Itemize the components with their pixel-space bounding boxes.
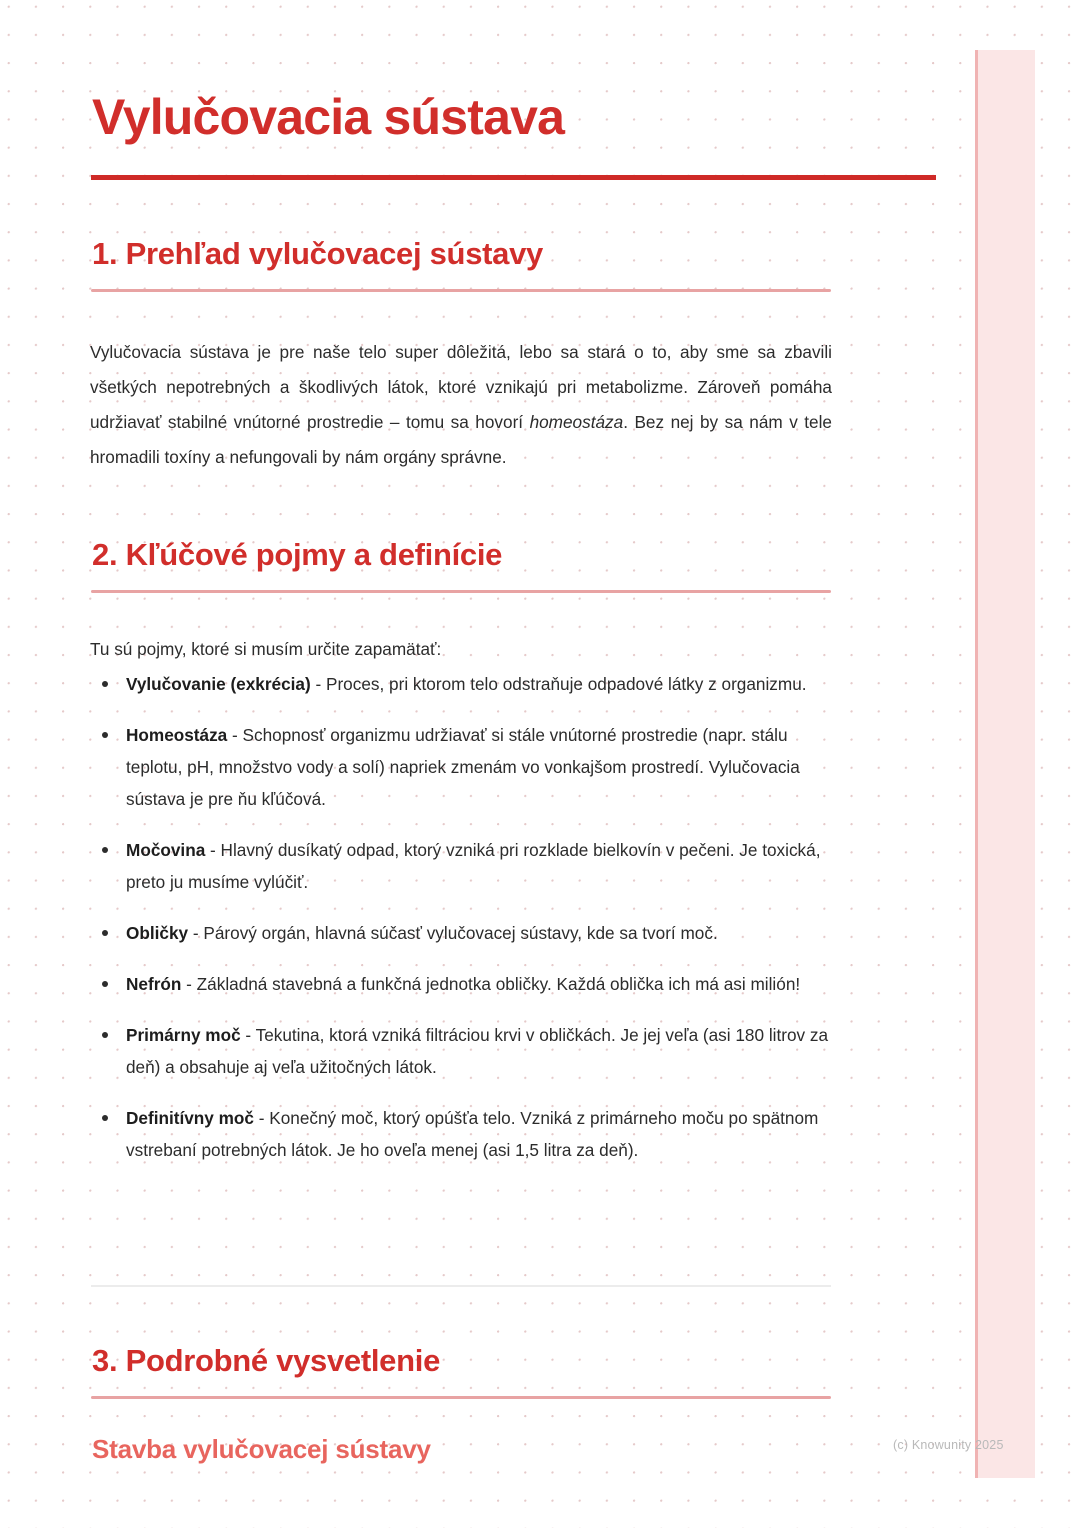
section-heading-3: 3. Podrobné vysvetlenie xyxy=(92,1343,441,1378)
term-label: Vylučovanie (exkrécia) xyxy=(126,674,311,694)
section-2-lead-text: Tu sú pojmy, ktoré si musím určite zapamätať: xyxy=(90,639,442,660)
section-heading-1: 1. Prehľad vylučovacej sústavy xyxy=(92,236,543,271)
section-1-paragraph xyxy=(90,335,832,475)
term-label: Močovina xyxy=(126,840,206,860)
list-item xyxy=(90,917,835,949)
list-item xyxy=(90,719,835,815)
title-divider xyxy=(91,175,936,180)
term-label: Obličky xyxy=(126,923,189,943)
term-definition: - Hlavný dusíkatý odpad, ktorý vzniká pri rozklade bielkovín v pečeni. Je toxická, preto ju musíme vylúčiť. xyxy=(126,840,821,892)
term-label: Homeostáza xyxy=(126,725,228,745)
list-item xyxy=(90,1019,835,1083)
paragraph-text-part-1: Vylučovacia sústava je pre naše telo super dôležitá, lebo sa stará o to, aby sme sa zbavili všetkých nepotrebných a škodlivých látok, ktoré vznikajú pri metabolizme. Zároveň pomáha udržiavať stabilné vnútorné prostredie – tomu sa hovorí xyxy=(90,342,832,433)
section-divider-1 xyxy=(91,289,831,292)
term-definition: - Konečný moč, ktorý opúšťa telo. Vzniká z primárneho moču po spätnom vstrebaní potrebných látok. Je ho oveľa menej (asi 1,5 litra za deň). xyxy=(126,1108,819,1160)
paragraph-emphasis-homeostaza: homeostáza xyxy=(529,412,624,433)
section-heading-2: 2. Kľúčové pojmy a definície xyxy=(92,537,503,572)
term-definition: - Tekutina, ktorá vzniká filtráciou krvi v obličkách. Je jej veľa (asi 180 litrov za deň) a obsahuje aj veľa užitočných látok. xyxy=(126,1025,829,1077)
list-item xyxy=(90,968,835,1000)
term-label: Primárny moč xyxy=(126,1025,241,1045)
bullet-icon xyxy=(102,1115,108,1121)
term-definition: - Proces, pri ktorom telo odstraňuje odpadové látky z organizmu. xyxy=(310,674,807,694)
watermark-text: (c) Knowunity 2025 xyxy=(893,1438,1004,1452)
paragraph-text-part-2: . Bez nej by sa nám v tele hromadili toxíny a nefungovali by nám orgány správne. xyxy=(90,412,832,468)
section-divider-2 xyxy=(91,590,831,593)
subsection-heading-stavba: Stavba vylučovacej sústavy xyxy=(92,1434,431,1464)
bullet-icon xyxy=(102,732,108,738)
section-divider-3 xyxy=(91,1396,831,1399)
bullet-icon xyxy=(102,681,108,687)
page-edge-stripe xyxy=(975,50,1035,1478)
term-label: Definitívny moč xyxy=(126,1108,254,1128)
list-item xyxy=(90,668,835,700)
term-definition: - Schopnosť organizmu udržiavať si stále vnútorné prostredie (napr. stálu teplotu, pH, množstvo vody a solí) napriek zmenám vo vonkajšom prostredí. Vylučovacia sústava je pre ňu kľúčová. xyxy=(126,725,800,809)
bullet-icon xyxy=(102,1032,108,1038)
page-title: Vylučovacia sústava xyxy=(92,89,565,145)
bullet-icon xyxy=(102,847,108,853)
term-definition: - Základná stavebná a funkčná jednotka obličky. Každá oblička ich má asi milión! xyxy=(181,974,801,994)
bullet-icon xyxy=(102,981,108,987)
list-item xyxy=(90,1102,835,1166)
bullet-icon xyxy=(102,930,108,936)
key-terms-list xyxy=(90,668,835,1185)
section-break-divider xyxy=(91,1285,831,1287)
list-item xyxy=(90,834,835,898)
term-label: Nefrón xyxy=(126,974,182,994)
term-definition: - Párový orgán, hlavná súčasť vylučovacej sústavy, kde sa tvorí moč. xyxy=(188,923,718,943)
